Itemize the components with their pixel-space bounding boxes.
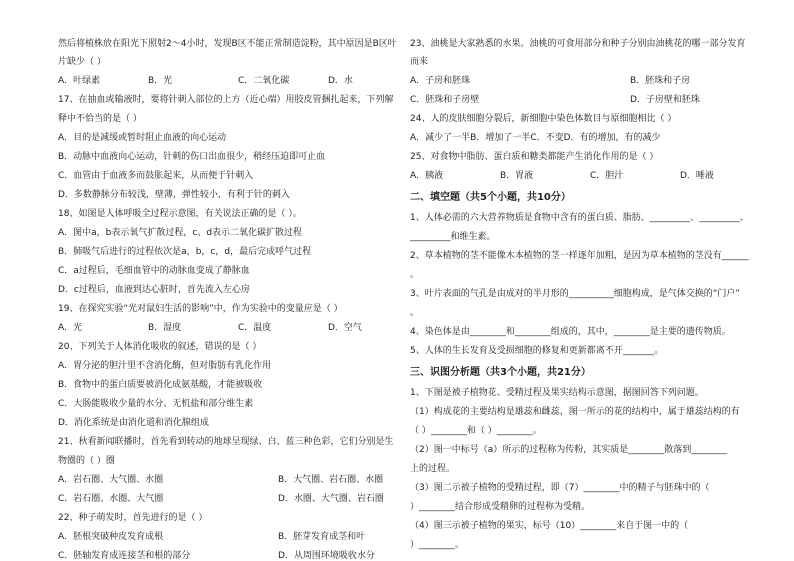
- text-line: _________和维生素。: [410, 232, 496, 242]
- option-c: C．血管由于血液多而鼓胀起来，从而便于针刺入: [58, 171, 254, 181]
- question-21: 21、秋看新闻联播时，首先看到转动的地球呈现绿、白、蓝三种色彩，它们分别是生: [58, 437, 394, 447]
- text-line: 。: [410, 308, 420, 318]
- option-b: B．湿度: [148, 323, 182, 333]
- fill-question-2: 2、草本植物的茎不能像木本植物的茎一样逐年加粗，是因为草本植物的茎没有______: [410, 251, 749, 261]
- question-25: 25、对食物中脂肪、蛋白质和糖类都能产生消化作用的是（ ）: [410, 152, 659, 162]
- option-c: C．a过程后，毛细血管中的动脉血变成了静脉血: [58, 266, 250, 276]
- text-line: 物圈的（ ）圈: [58, 456, 115, 466]
- option-a: A．岩石圈、大气圈、水圈: [58, 475, 164, 485]
- sub-question-3: （3）图二示被子植物的受精过程，即（7）________中的精子与胚珠中的（: [410, 483, 710, 493]
- fill-question-5: 5、人体的生长发育及受损细胞的修复和更新都离不开_______。: [410, 346, 664, 356]
- option-a: A．子房和胚珠: [410, 76, 471, 86]
- option-a: A．胚根突破种皮发育成根: [58, 532, 164, 542]
- question-20: 20、下列关于人体消化吸收的叙述，错误的是（ ）: [58, 342, 262, 352]
- option-d: D．水圈、大气圈、岩石圈: [278, 494, 384, 504]
- sub-question-2: （2）图一中标号（a）所示的过程称为传粉，其实质是________散落到________: [410, 445, 728, 455]
- question-17: 17、在抽血或输液时，要将针刺入部位的上方（近心端）用胶皮管捆扎起来，下列解: [58, 95, 394, 105]
- option-b: B．动脉中血液向心运动，针刺的伤口出血很少，稍经压迫即可止血: [58, 152, 326, 162]
- fill-question-1: 1、人体必需的六大营养物质是食物中含有的蛋白质、脂肪、_________、_________、: [410, 213, 749, 223]
- option-line: A．减少了一半B．增加了一半C．不变D．有的增加，有的减少: [410, 133, 661, 143]
- option-d: D．子房壁和胚珠: [630, 95, 700, 105]
- option-d: D．消化系统是由消化道和消化腺组成: [58, 418, 209, 428]
- text-line: 而来: [410, 57, 429, 67]
- option-d: D．多数静脉分布较浅，壁薄，弹性较小，有利于针的刺入: [58, 190, 290, 200]
- option-d: D．唾液: [680, 171, 714, 181]
- option-a: A．胃分泌的胆汁里不含消化酶，但对脂肪有乳化作用: [58, 361, 272, 371]
- option-c: C．胚轴发育成连接茎和根的部分: [58, 551, 191, 561]
- option-b: B．胚珠和子房: [630, 76, 691, 86]
- question-22: 22、种子萌发时，首先进行的是（ ）: [58, 513, 208, 523]
- fill-question-3: 3、叶片表面的气孔是由成对的半月形的__________细胞构成，是气体交换的“门户”: [410, 289, 741, 299]
- sub-question-1: （1）构成花的主要结构是雄蕊和雌蕊，图一所示的花的结构中，属于雄蕊结构的有: [410, 407, 740, 417]
- question-19: 19、在探究实验“光对鼠妇生活的影响”中，作为实验中的变量应是（ ）: [58, 304, 343, 314]
- option-c: C．胆汁: [590, 171, 624, 181]
- text-line: （ ）________和（ ）________。: [410, 426, 542, 436]
- option-a: A．胰液: [410, 171, 444, 181]
- option-b: B．胃液: [500, 171, 534, 181]
- option-b: B．食物中的蛋白质要被消化成氨基酸，才能被吸收: [58, 380, 263, 390]
- text-line: 释中不恰当的是（ ）: [58, 114, 142, 124]
- section-heading: 三、识图分析题（共3个小题，共21分）: [410, 367, 591, 378]
- option-d: D．c过程后，血液到达心脏时，首先流入左心房: [58, 285, 250, 295]
- option-c: C．温度: [238, 323, 272, 333]
- option-c: C．二氧化碳: [238, 76, 290, 86]
- text-line: 片缺少（ ）: [58, 57, 106, 67]
- option-d: D．空气: [328, 323, 362, 333]
- option-a: A．目的是减缓或暂时阻止血液的向心运动: [58, 133, 227, 143]
- option-c: C．胚珠和子房壁: [410, 95, 480, 105]
- sub-question-4: （4）图三示被子植物的果实，标号（10）________来自于图一中的（: [410, 521, 689, 531]
- text-line: ）________结合形成受精卵的过程称为受精。: [410, 502, 591, 512]
- text-line: 然后将植株放在阳光下照射2～4小时，发现B区不能正常制造淀粉，其中原因是B区叶: [58, 39, 397, 49]
- option-a: A．叶绿素: [58, 76, 101, 86]
- question-24: 24、人的皮肤细胞分裂后，新细胞中染色体数目与原细胞相比（ ）: [410, 114, 677, 124]
- fill-question-4: 4、染色体是由________和________组成的，其中，________是主要的遗传物质。: [410, 327, 731, 337]
- question-23: 23、油桃是大家熟悉的水果。油桃的可食用部分和种子分别由油桃花的哪一部分发育: [410, 39, 746, 49]
- text-line: ）________。: [410, 540, 465, 550]
- question-18: 18、如图是人体呼吸全过程示意图，有关说法正确的是（ ）。: [58, 209, 302, 219]
- option-a: A．图中a，b表示氧气扩散过程，c、d表示二氧化碳扩散过程: [58, 228, 303, 238]
- text-line: 上的过程。: [410, 464, 456, 474]
- option-d: D．水: [328, 76, 353, 86]
- option-b: B．肺吸气后进行的过程依次是a，b，c，d，最后完成呼气过程: [58, 247, 312, 257]
- option-d: D．从周围环境吸收水分: [278, 551, 375, 561]
- analysis-question-1: 1、下图是被子植物花、受精过程及果实结构示意图，据图回答下列问题。: [410, 388, 704, 398]
- section-heading: 二、填空题（共5个小题，共10分）: [410, 192, 571, 203]
- option-b: B．光: [148, 76, 173, 86]
- option-c: C．岩石圈、水圈、大气圈: [58, 494, 164, 504]
- option-a: A．光: [58, 323, 83, 333]
- option-b: B．胚芽发育成茎和叶: [278, 532, 366, 542]
- text-line: 。: [410, 270, 420, 280]
- option-b: B．大气圈、岩石圈、水圈: [278, 475, 384, 485]
- option-c: C．大肠能吸收少量的水分、无机盐和部分维生素: [58, 399, 254, 409]
